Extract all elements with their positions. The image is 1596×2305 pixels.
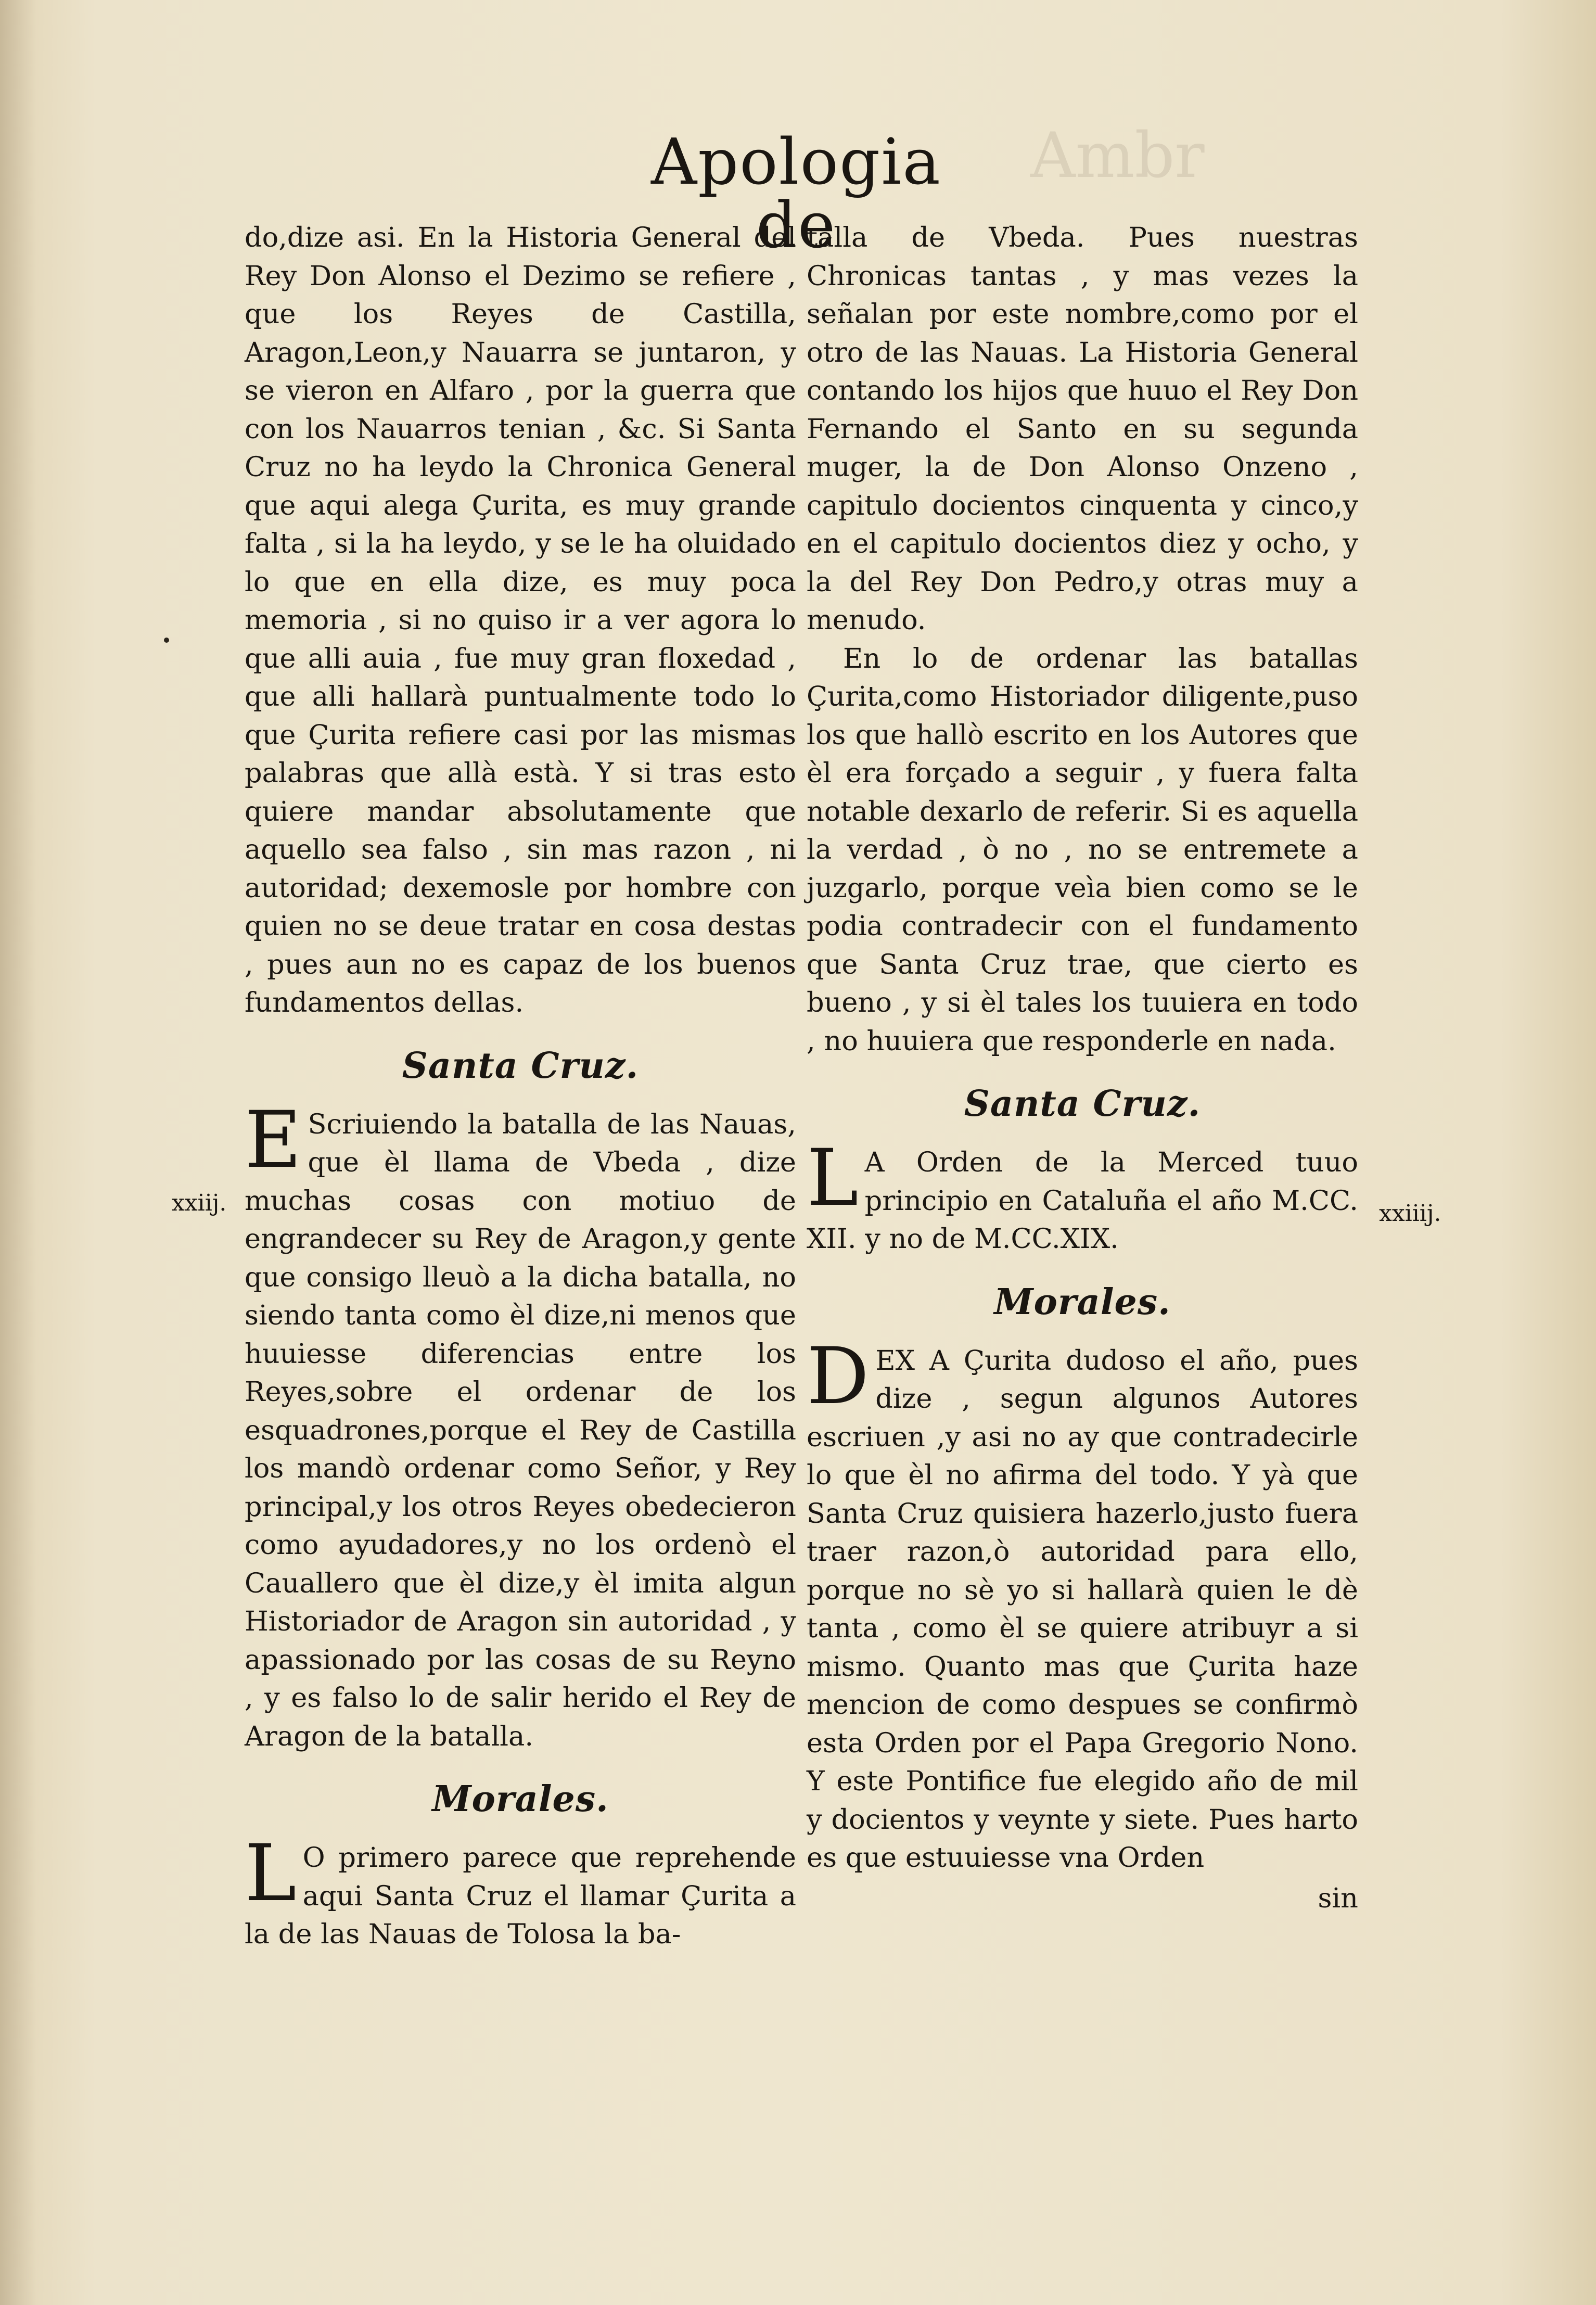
right-column bbox=[807, 219, 1358, 1917]
left-paragraph-3 bbox=[245, 1828, 796, 1954]
margin-number-right: xxiiij. bbox=[1379, 1200, 1441, 1227]
drop-cap-l: L bbox=[245, 1828, 297, 1919]
right-paragraph-3-text: A Orden de la Merced tuuo principio en Cataluña el año M.CC. XII. y no de M.CC.XIX. bbox=[807, 1147, 1358, 1255]
drop-cap-e: E bbox=[245, 1094, 302, 1186]
left-paragraph-2-text: Scriuiendo la batalla de las Nauas, que èl llama de Vbeda , dize muchas cosas con motiuo de engrandecer su Rey de Aragon,y gente que consigo lleuò a la dicha batalla, no siendo tanta como èl dize,ni menos que huuiesse diferencias entre los Reyes,sobre el ordenar de los esquadrones,porque el Rey de Castilla los mandò ordenar como Señor, y Rey principal,y los otros Reyes obedecieron como ayudadores,y no los ordenò el Cauallero que èl dize,y èl imita algun Historiador de Aragon sin autoridad , y apassionado por las cosas de su Reyno , y es falso lo de salir herido el Rey de Aragon de la batalla. bbox=[245, 1108, 796, 1752]
catchword: sin bbox=[1318, 1882, 1358, 1914]
right-heading-morales: Morales. bbox=[994, 1281, 1171, 1323]
left-heading-morales: Morales. bbox=[432, 1778, 609, 1820]
left-paragraph-2 bbox=[245, 1094, 796, 1756]
running-title: Apologia de bbox=[651, 125, 941, 262]
ink-speck bbox=[164, 638, 169, 643]
left-paragraph-3-text: O primero parece que reprehende aqui Santa Cruz el llamar Çurita a la de las Nauas de Tolosa la ba- bbox=[245, 1842, 796, 1950]
right-paragraph-1: talla de Vbeda. Pues nuestras Chronicas tantas , y mas vezes la señalan por este nombre,como por el otro de las Nauas. La Historia General contando los hijos que huuo el Rey Don Fernando el Santo en su segunda muger, la de Don Alonso Onzeno , capitulo docientos cinquenta y cinco,y en el capitulo docientos diez y ocho, y la del Rey Don Pedro,y otras muy a menudo. bbox=[807, 222, 1358, 636]
binding-shadow bbox=[0, 0, 36, 2305]
drop-cap-l-right: L bbox=[807, 1133, 859, 1224]
right-paragraph-4 bbox=[807, 1331, 1358, 1877]
right-paragraph-3 bbox=[807, 1133, 1358, 1258]
margin-number-left: xxiij. bbox=[172, 1190, 227, 1216]
left-heading-santa-cruz: Santa Cruz. bbox=[402, 1045, 639, 1087]
show-through-text: Ambr bbox=[1030, 120, 1205, 192]
right-heading-santa-cruz: Santa Cruz. bbox=[964, 1083, 1201, 1125]
left-paragraph-1: do,dize asi. En la Historia General del Rey Don Alonso el Dezimo se refiere , que los Reyes de Castilla, Aragon,Leon,y Nauarra se juntaron, y se vieron en Alfaro , por la guerra que con los Nauarros tenian , &c. Si Santa Cruz no ha leydo la Chronica General que aqui alega Çurita, es muy grande falta , si la ha leydo, y se le ha oluidado lo que en ella dize, es muy poca memoria , si no quiso ir a ver agora lo que alli auia , fue muy gran floxedad , que alli hallarà puntualmente todo lo que Çurita refiere casi por las mismas palabras que allà està. Y si tras esto quiere mandar absolutamente que aquello sea falso , sin mas razon , ni autoridad; dexemosle por hombre con quien no se deue tratar en cosa destas , pues aun no es capaz de los buenos fundamentos dellas. bbox=[245, 222, 796, 1018]
right-paragraph-2: En lo de ordenar las batallas Çurita,como Historiador diligente,puso los que hallò escrito en los Autores que èl era forçado a seguir , y fuera falta notable dexarlo de referir. Si es aquella la verdad , ò no , no se entremete a juzgarlo, porque veìa bien como se le podia contradecir con el fundamento que Santa Cruz trae, que cierto es bueno , y si èl tales los tuuiera en todo , no huuiera que responderle en nada. bbox=[807, 642, 1358, 1057]
drop-cap-d: D bbox=[807, 1331, 870, 1422]
left-column bbox=[245, 219, 796, 1954]
right-paragraph-4-text: EX A Çurita dudoso el año, pues dize , segun algunos Autores escriuen ,y asi no ay que contradecirle lo que èl no afirma del todo. Y yà que Santa Cruz quisiera hazerlo,justo fuera traer razon,ò autoridad para ello, porque no sè yo si hallarà quien le dè tanta , como èl se quiere atribuyr a si mismo. Quanto mas que Çurita haze mencion de como despues se confirmò esta Orden por el Papa Gregorio Nono. Y este Pontifice fue elegido año de mil y docientos y veynte y siete. Pues harto es que estuuiesse vna Orden bbox=[807, 1344, 1358, 1874]
